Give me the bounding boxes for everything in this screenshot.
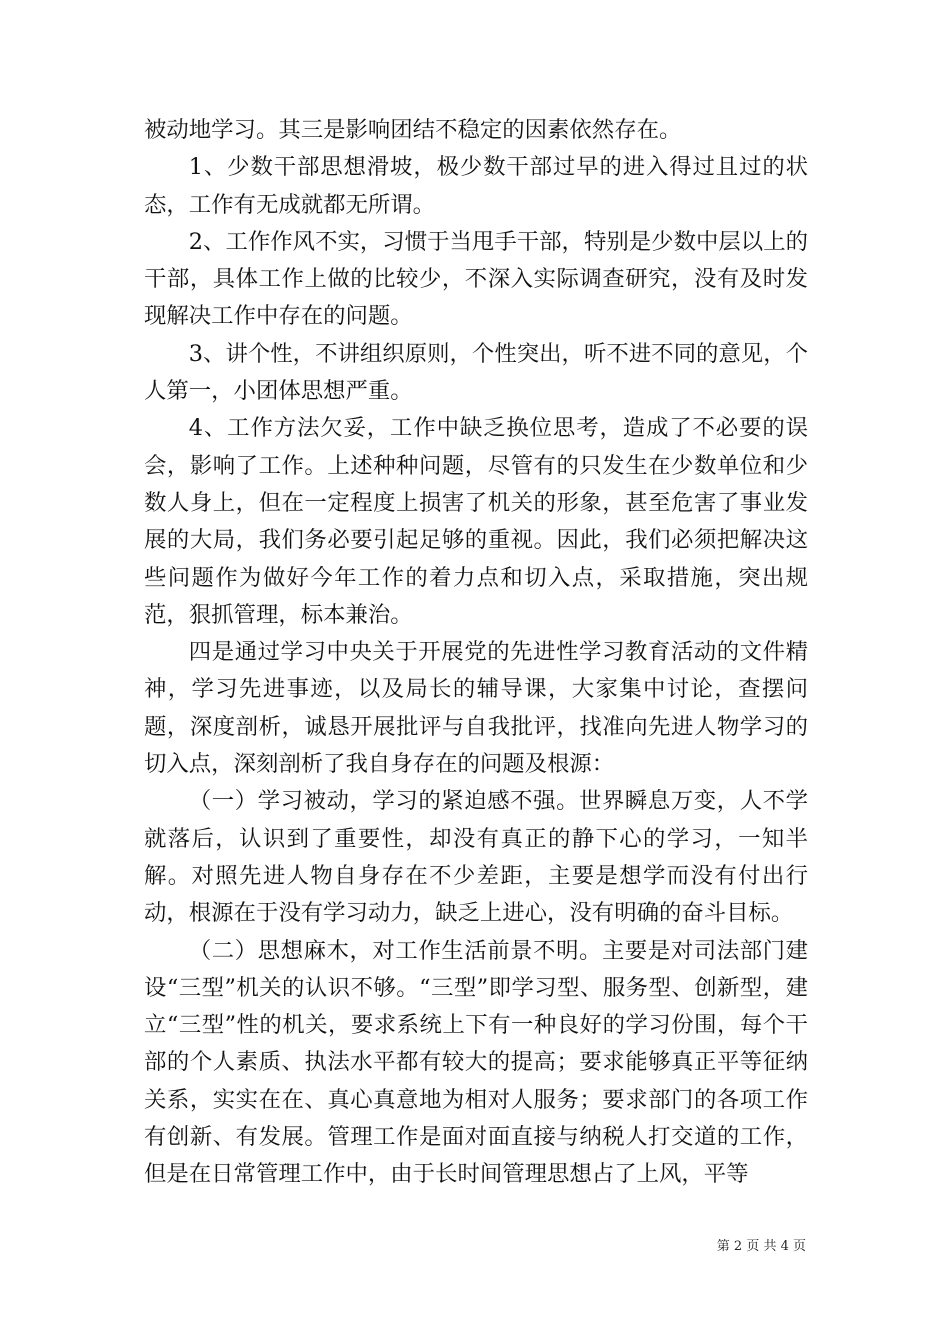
paragraph-6: （一）学习被动，学习的紧迫感不强。世界瞬息万变，人不学就落后，认识到了重要性，却没有真正的静下心的学习，一知半解。对照先进人物自身存在不少差距，主要是想学而没有付出行动，根源在于没有学习动力，缺乏上进心，没有明确的奋斗目标。	[144, 788, 808, 927]
document-page	[144, 112, 808, 1262]
paragraph-0: 被动地学习。其三是影响团结不稳定的因素依然存在。	[144, 117, 682, 143]
paragraph-7: （二）思想麻木，对工作生活前景不明。主要是对司法部门建设“三型”机关的认识不够。“三型”即学习型、服务型、创新型，建立“三型”性的机关，要求系统上下有一种良好的学习份围，每个干部的个人素质、执法水平都有较大的提高；要求能够真正平等征纳关系，实实在在、真心真意地为相对人服务；要求部门的各项工作有创新、有发展。管理工作是面对面直接与纳税人打交道的工作，但是在日常管理工作中，由于长时间管理思想占了上风，平等	[144, 937, 808, 1188]
paragraph-1: 1、少数干部思想滑坡，极少数干部过早的进入得过且过的状态，工作有无成就都无所谓。	[144, 154, 808, 218]
paragraph-3: 3、讲个性，不讲组织原则，个性突出，听不进不同的意见，个人第一，小团体思想严重。	[144, 340, 808, 405]
page-number-footer: 第 2 页 共 4 页	[716, 1239, 806, 1254]
paragraph-4: 4、工作方法欠妥，工作中缺乏换位思考，造成了不必要的误会，影响了工作。上述种种问题，尽管有的只发生在少数单位和少数人身上，但在一定程度上损害了机关的形象，甚至危害了事业发展的大局，我们务必要引起足够的重视。因此，我们必须把解决这些问题作为做好今年工作的着力点和切入点，采取措施，突出规范，狠抓管理，标本兼治。	[144, 415, 808, 628]
paragraph-2: 2、工作作风不实，习惯于当甩手干部，特别是少数中层以上的干部，具体工作上做的比较少，不深入实际调查研究，没有及时发现解决工作中存在的问题。	[144, 228, 808, 330]
paragraph-5: 四是通过学习中央关于开展党的先进性学习教育活动的文件精神，学习先进事迹，以及局长的辅导课，大家集中讨论，查摆问题，深度剖析，诚恳开展批评与自我批评，找准向先进人物学习的切入点，深刻剖析了我自身存在的问题及根源：	[144, 639, 808, 778]
